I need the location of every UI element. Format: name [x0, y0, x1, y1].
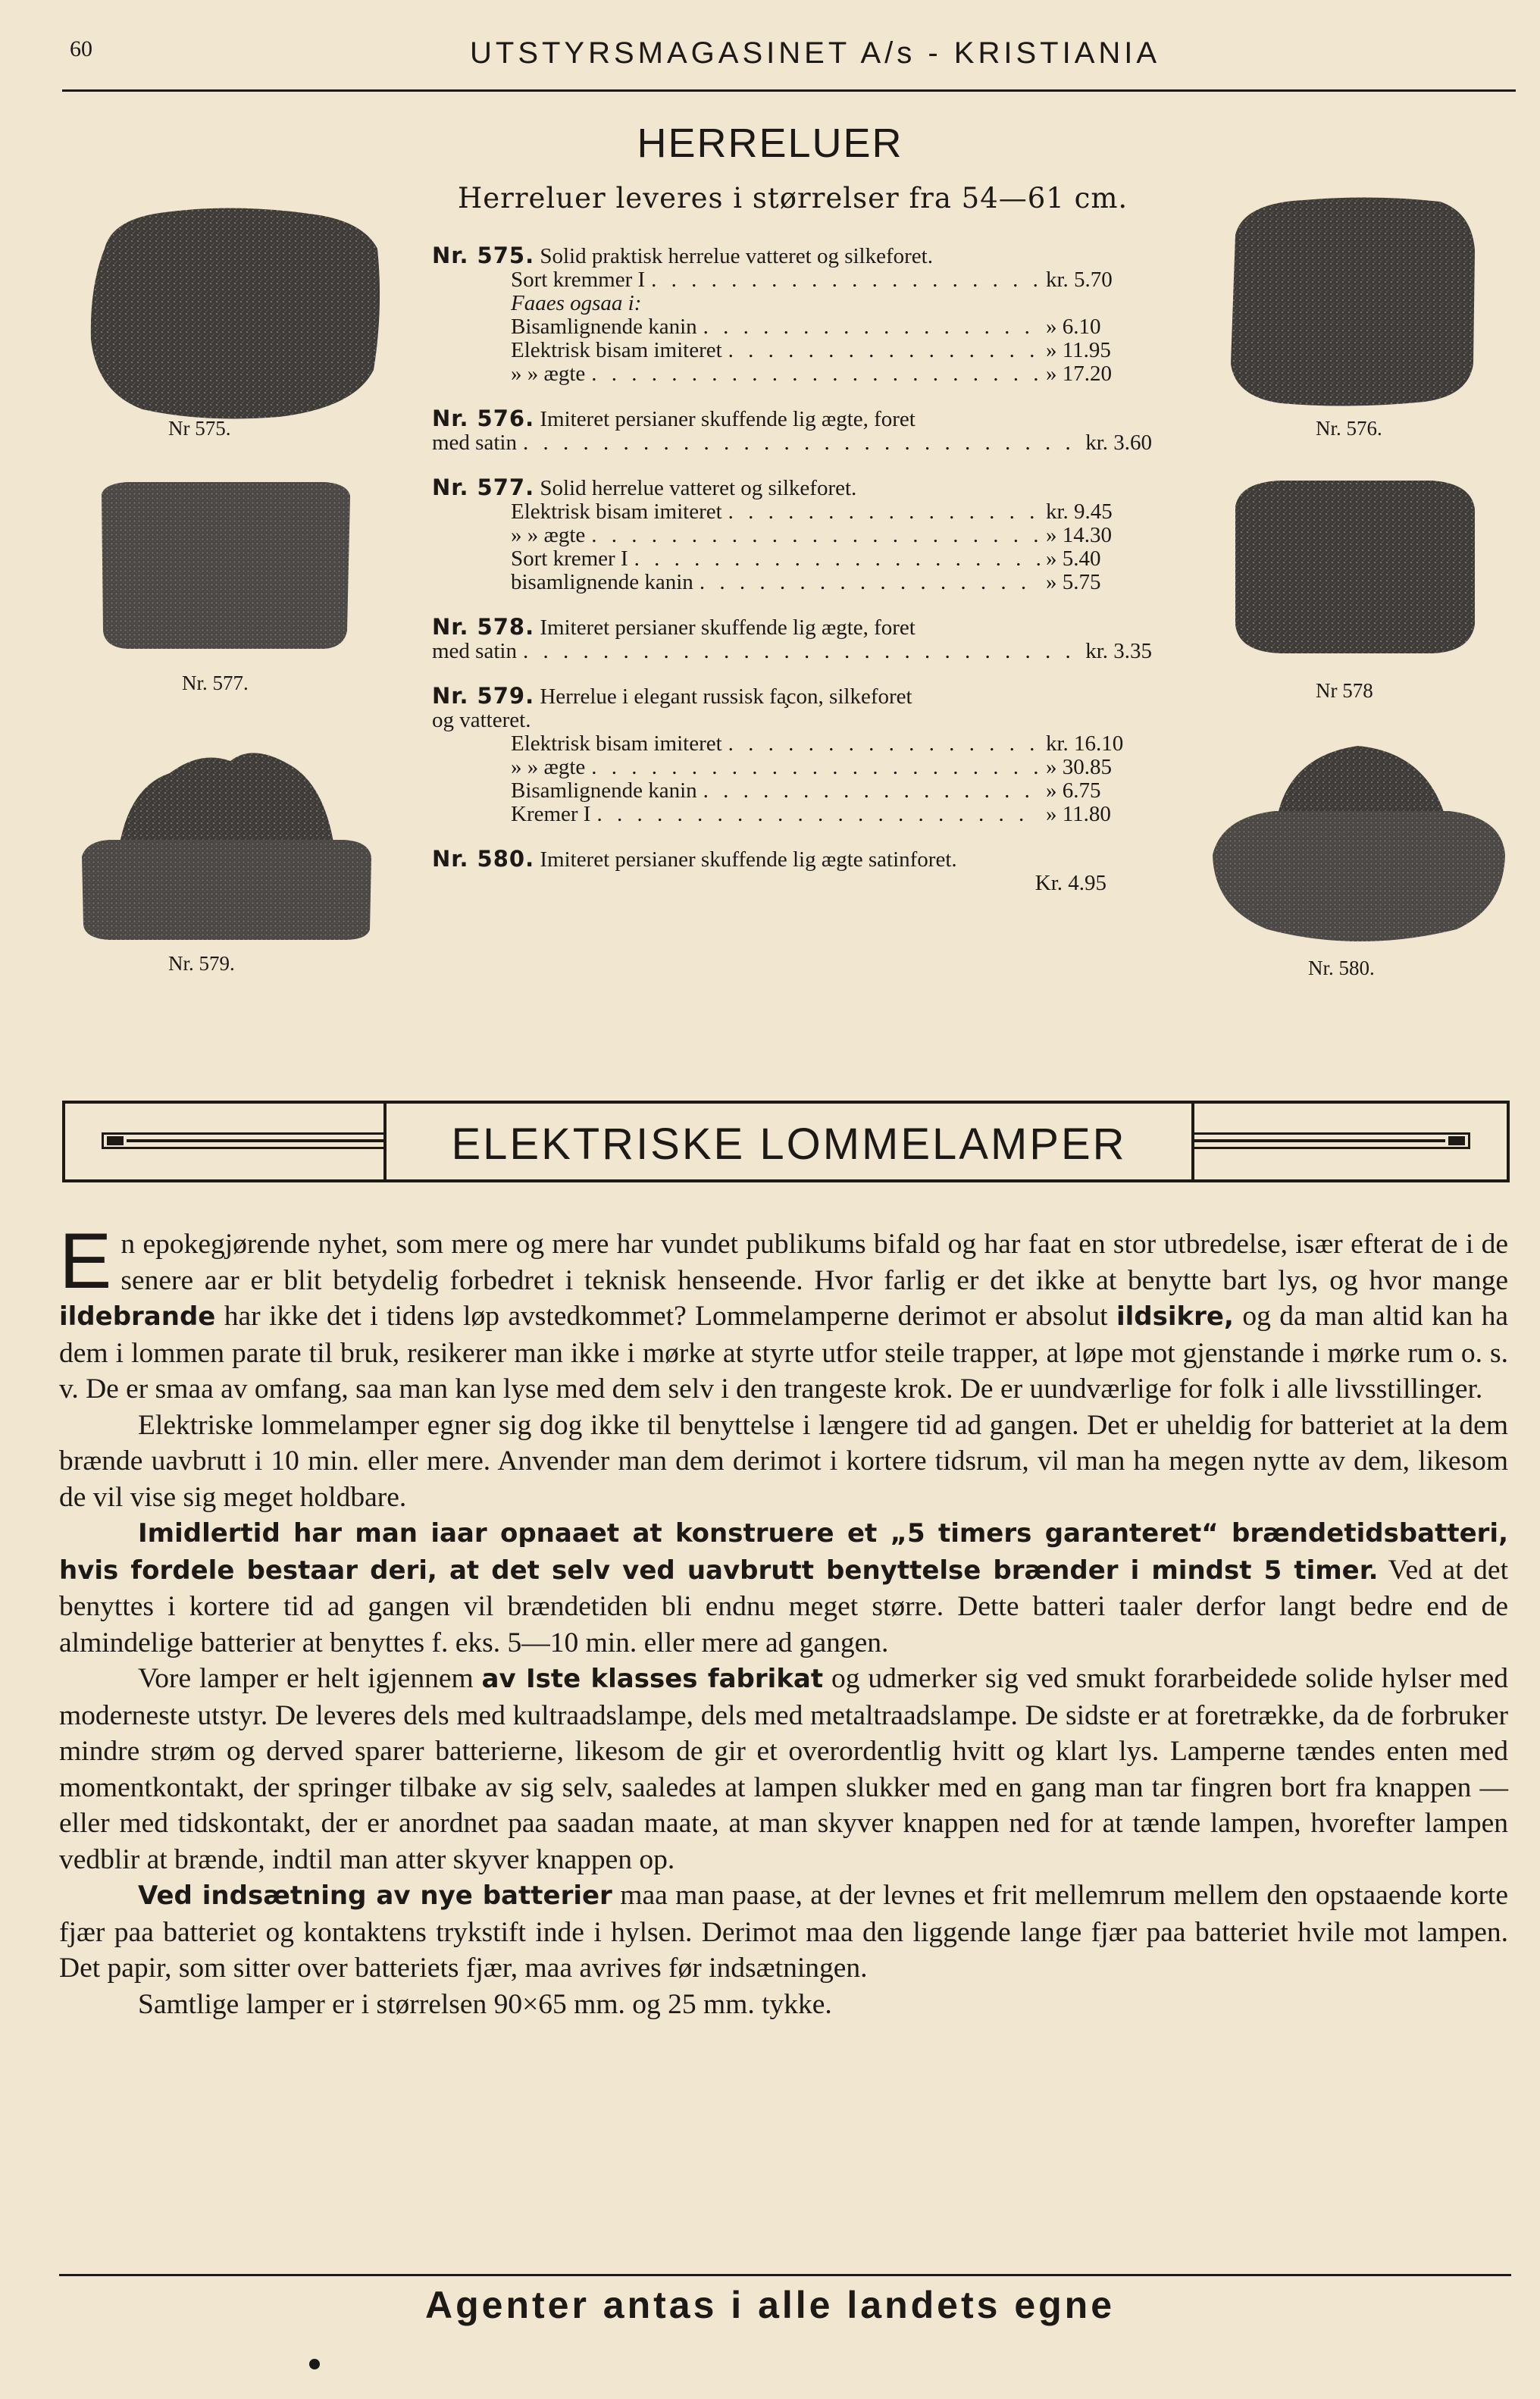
hat-580-image	[1207, 726, 1510, 954]
product-description-cont: og vatteret.	[432, 709, 531, 732]
paragraph-1	[59, 1217, 1508, 1408]
product-575	[432, 244, 1152, 386]
product-577	[432, 476, 1152, 594]
price-label: » » ægte	[511, 523, 586, 547]
product-description: Imiteret persianer skuffende lig ægte, foret	[540, 407, 916, 431]
price-label: » » ægte	[511, 362, 586, 386]
product-description: Solid praktisk herrelue vatteret og silkeforet.	[540, 244, 933, 268]
price-value: » 6.10	[1046, 315, 1101, 339]
section-banner	[62, 1101, 1510, 1182]
price-label: Elektrisk bisam imiteret	[511, 731, 722, 756]
caption-578: Nr 578	[1316, 679, 1373, 702]
footer-slogan: Agenter antas i alle landets egne	[424, 2284, 1116, 2326]
price-label: bisamlignende kanin	[511, 570, 693, 594]
caption-579: Nr. 579.	[168, 952, 235, 975]
banner-right-bar	[1182, 1132, 1470, 1149]
product-description-cont: med satin	[432, 639, 517, 663]
product-576	[432, 407, 1152, 455]
hat-575-image	[82, 203, 385, 423]
hat-578-image	[1228, 476, 1481, 658]
product-description: Imiteret persianer skuffende lig ægte, foret	[540, 615, 916, 640]
page-number: 60	[70, 36, 92, 61]
price-value: » 11.95	[1046, 338, 1111, 362]
paragraph-4	[59, 1661, 1508, 1878]
price-value: » 6.75	[1046, 778, 1101, 803]
price-label: Bisamlignende kanin	[511, 778, 697, 803]
emphasis: Ved indsætning av nye batterier	[138, 1881, 612, 1911]
product-description-cont: med satin	[432, 431, 517, 455]
price-label: Sort kremer I	[511, 547, 628, 571]
price-label: Elektrisk bisam imiteret	[511, 500, 722, 524]
product-580	[432, 847, 1152, 895]
header-rule	[62, 89, 1516, 92]
price-value: » 5.75	[1046, 570, 1101, 594]
price-value: » 17.20	[1046, 362, 1112, 386]
hat-576-image	[1220, 189, 1481, 409]
price-value: » 30.85	[1046, 755, 1112, 779]
price-value: » 11.80	[1046, 802, 1111, 826]
paragraph-6: Samtlige lamper er i størrelsen 90×65 mm. og 25 mm. tykke.	[138, 1988, 832, 2020]
product-number: Nr. 580.	[432, 847, 535, 872]
banner-title-box	[383, 1101, 1194, 1182]
drop-cap: E	[59, 1217, 112, 1305]
paragraph-3	[59, 1515, 1508, 1661]
caption-577: Nr. 577.	[182, 672, 249, 694]
text-run: maa man paase, at der levnes et frit mellemrum mellem den opstaaende korte fjær paa batteriet og kontaktens trykstift inde i hylsen. Derimot maa den liggende lange fjær paa batteriet hvile mot lampen. Det papir, som sitter over batteriets fjær, maa avrives før indsætningen.	[59, 1880, 1508, 1984]
product-number: Nr. 579.	[432, 684, 535, 709]
product-number: Nr. 575.	[432, 244, 535, 268]
emphasis: av Iste klasses fabrikat	[481, 1664, 824, 1694]
price-label: Sort kremmer I	[511, 268, 646, 292]
price-value: kr. 3.35	[1085, 639, 1152, 663]
price-value: Kr. 4.95	[1034, 871, 1106, 895]
price-value: » 5.40	[1046, 547, 1101, 571]
price-value: kr. 9.45	[1046, 500, 1113, 524]
hat-579-image	[79, 743, 374, 941]
emphasis: ildsikre,	[1116, 1301, 1234, 1332]
text-run: Vore lamper er helt igjennem	[138, 1663, 482, 1694]
text-run: og da man altid kan ha dem i lommen parate til bruk, resikerer man ikke i mørke at styrte utfor steile trapper, at løpe mot gjenstande i mørke rum o. s. v. De er smaa av omfang, saa man kan lyse med dem selv i den trangeste krok. De er uundværlige for folk i alle livsstillinger.	[59, 1301, 1508, 1405]
product-number: Nr. 576.	[432, 407, 535, 431]
banner-title: ELEKTRISKE LOMMELAMPER	[451, 1120, 1127, 1169]
product-number: Nr. 578.	[432, 615, 535, 640]
caption-580: Nr. 580.	[1308, 957, 1375, 979]
product-description: Imiteret persianer skuffende lig ægte satinforet.	[540, 847, 957, 872]
price-label: » » ægte	[511, 755, 586, 779]
emphasis: Imidlertid har man iaar opnaaet at konstruere et „5 timers garanteret“ brændetidsbatteri, hvis fordele bestaar deri, at det selv ved uavbrutt benyttelse brænder i mindst 5 timer.	[59, 1518, 1508, 1586]
product-listing	[432, 244, 1152, 916]
price-label: Bisamlignende kanin	[511, 315, 697, 339]
price-label: Kremer I	[511, 802, 591, 826]
paragraph-5	[59, 1878, 1508, 1987]
emphasis: ildebrande	[59, 1301, 216, 1332]
text-run: n epokegjørende nyhet, som mere og mere har vundet publikums bifald og har faat en stor utbredelse, især efterat de i de senere aar er blit betydelig forbedret i teknisk henseende. Hvor farlig er det ikke at benytte bart lys, og hvor mange	[121, 1229, 1508, 1296]
price-value: kr. 16.10	[1046, 731, 1124, 756]
caption-576: Nr. 576.	[1316, 417, 1382, 440]
hat-577-image	[97, 479, 353, 653]
print-dot	[309, 2359, 320, 2369]
footer-rule	[59, 2274, 1511, 2276]
product-number: Nr. 577.	[432, 476, 535, 500]
price-value: kr. 3.60	[1085, 431, 1152, 455]
product-579	[432, 684, 1152, 826]
running-head: UTSTYRSMAGASINET A/s - KRISTIANIA	[470, 36, 1161, 70]
price-value: » 14.30	[1046, 523, 1112, 547]
price-label: Elektrisk bisam imiteret	[511, 338, 722, 362]
banner-left-bar	[102, 1132, 390, 1149]
article-body	[59, 1217, 1509, 2022]
price-label: Faaes ogsaa i:	[511, 291, 642, 315]
text-run: og udmerker sig ved smukt forarbeidede solide hylser med moderneste utstyr. De leveres dels med kultraadslampe, dels med metaltraadslampe. De sidste er at foretrække, da de forbruker mindre strøm og derved sparer batterierne, likesom de gir et overordentlig hvitt og klart lys. Lamperne tændes enten med momentkontakt, der springer tilbake av sig selv, saaledes at lampen slukker med en gang man tar fingren bort fra knappen — eller med tidskontakt, der er anordnet paa saadan maate, at man skyver knappen ned for at tænde lampen, hvorefter lampen vedblir at brænde, indtil man atter skyver knappen op.	[59, 1663, 1509, 1875]
product-description: Solid herrelue vatteret og silkeforet.	[540, 476, 857, 500]
paragraph-2: Elektriske lommelamper egner sig dog ikke til benyttelse i længere tid ad gangen. Det er uheldig for batteriet at la dem brænde uavbrutt i 10 min. eller mere. Anvender man dem derimot i kortere tidsrum, vil man ha megen nytte av dem, likesom de vil vise sig meget holdbare.	[59, 1409, 1508, 1513]
price-value: kr. 5.70	[1046, 268, 1113, 292]
text-run: Ved at det benyttes i kortere tid ad gangen vil brændetiden bli endnu meget større. Dette batteri taaler derfor langt bedre end de almindelige batterier at benyttes f. eks. 5—10 min. eller mere ad gangen.	[59, 1554, 1508, 1658]
intro-text: Herreluer leveres i størrelser fra 54—61 cm.	[458, 182, 1128, 215]
product-description: Herrelue i elegant russisk fa̧con, silkeforet	[540, 684, 912, 709]
text-run: har ikke det i tidens løp avstedkommet? Lommelamperne derimot er absolut	[215, 1301, 1116, 1332]
caption-575: Nr 575.	[168, 417, 231, 440]
section-title: HERRELUER	[637, 121, 903, 166]
product-578	[432, 615, 1152, 663]
